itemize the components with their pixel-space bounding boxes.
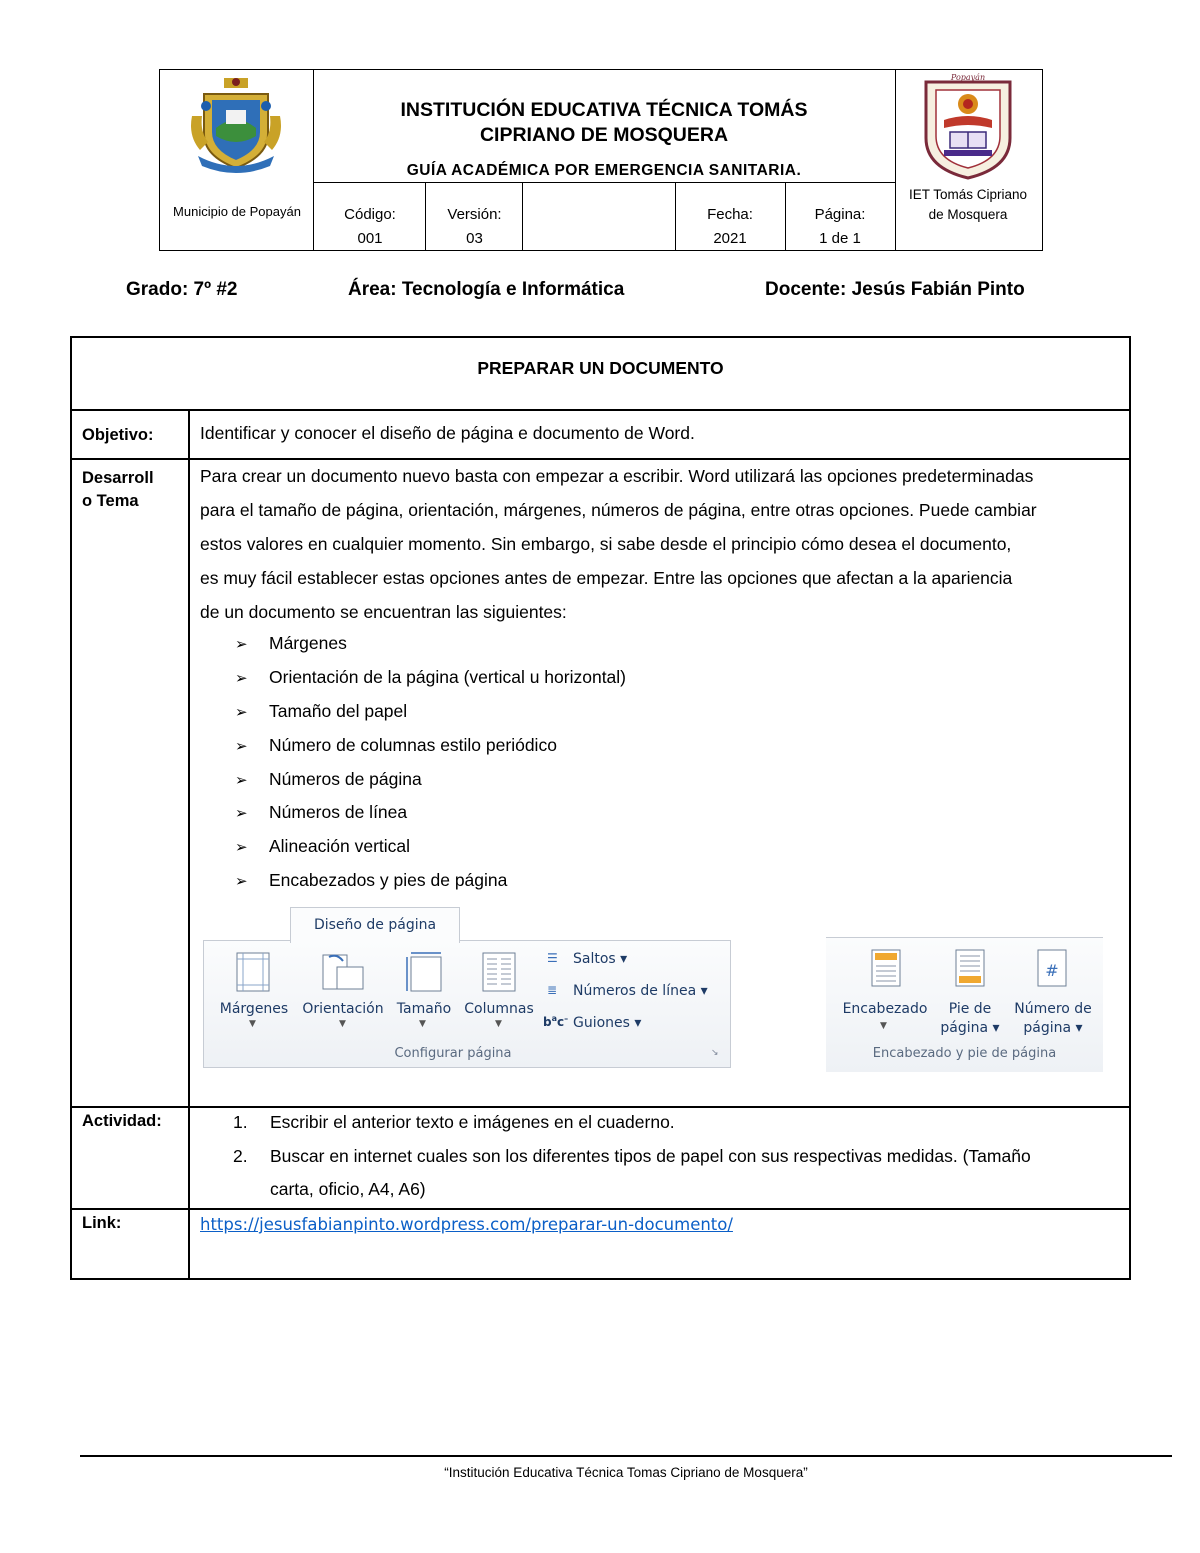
breaks-icon: ☰ [547,951,558,965]
margins-button-label[interactable]: Márgenes [219,1001,289,1017]
footer-icon[interactable] [954,948,986,988]
paragraph-line: es muy fácil establecer estas opciones antes de empezar. Entre las opciones que afectan a la apariencia [200,568,1013,588]
arrow-bullet-icon: ➢ [235,670,248,687]
objetivo-text: Identificar y conocer el diseño de página e documento de Word. [200,423,695,443]
table-column-divider [188,409,190,1280]
breaks-button[interactable]: Saltos ▾ [573,951,628,967]
resource-link[interactable]: https://jesusfabianpinto.wordpress.com/preparar-un-documento/ [200,1215,733,1234]
municipio-label: Municipio de Popayán [173,204,301,219]
arrow-bullet-icon: ➢ [235,772,248,789]
paragraph-line: estos valores en cualquier momento. Sin embargo, si sabe desde el principio cómo desea el documento, [200,534,1012,554]
header-icon[interactable] [870,948,902,988]
list-item [235,769,422,790]
list-item [235,633,347,654]
paragraph-line: de un documento se encuentran las siguientes: [200,602,567,622]
arrow-bullet-icon: ➢ [235,636,248,653]
page-number-icon[interactable] [1036,948,1068,988]
desarrollo-paragraph [200,459,1125,629]
pagina-value: 1 de 1 [819,230,861,247]
actividad-number-2: 2. [233,1146,248,1166]
version-label: Versión: [447,206,502,223]
columns-dropdown-icon[interactable]: ▼ [495,1019,502,1029]
arrow-bullet-icon: ➢ [235,805,248,822]
footer-button-label-2[interactable]: página ▾ [940,1020,1000,1036]
list-item-text: Tamaño del papel [269,701,408,721]
desarrollo-label-2: o Tema [82,492,139,510]
list-item [235,836,410,857]
list-item-text: Alineación vertical [269,836,411,856]
line-numbers-button[interactable]: Números de línea ▾ [573,983,708,999]
table-row-divider [70,1106,1131,1108]
hyphenation-icon: $b^ac^-$ [543,1014,569,1029]
objetivo-label: Objetivo: [82,426,154,444]
size-button-label[interactable]: Tamaño [396,1001,452,1017]
margins-icon[interactable] [235,951,271,993]
list-item-text: Márgenes [269,633,347,653]
list-item [235,735,557,756]
version-value: 03 [466,230,483,247]
codigo-label: Código: [344,206,396,223]
section-title: PREPARAR UN DOCUMENTO [477,358,724,378]
ribbon-page-layout [203,907,731,1069]
columns-icon[interactable] [481,951,517,993]
actividad-item-2-continued: carta, oficio, A4, A6) [270,1179,426,1199]
fecha-value: 2021 [713,230,747,247]
iet-label: IET Tomás Cipriano de Mosquera [908,187,1028,222]
svg-text:#: # [1045,961,1059,980]
line-numbers-icon: ≣ [547,983,558,997]
header-divider [313,70,314,250]
list-item-text: Encabezados y pies de página [269,870,508,890]
list-item-text: Números de línea [269,802,408,822]
hyphenation-button[interactable]: Guiones ▾ [573,1015,642,1031]
orientation-button-label[interactable]: Orientación [302,1001,384,1017]
table-row-divider [70,1208,1131,1210]
size-dropdown-icon[interactable]: ▼ [419,1019,426,1029]
institution-title-line1: INSTITUCIÓN EDUCATIVA TÉCNICA TOMÁS [400,99,808,121]
iet-seal-logo [918,72,1018,182]
seal-logo-text: Popayán [950,73,986,82]
dialog-launcher-icon[interactable]: ↘ [711,1048,719,1058]
page-number-button-label-2[interactable]: página ▾ [1023,1020,1083,1036]
header-footer-group-label: Encabezado y pie de página [872,1046,1057,1061]
tab-page-layout-label: Diseño de página [313,917,437,933]
arrow-bullet-icon: ➢ [235,873,248,890]
codigo-value: 001 [357,230,383,247]
header-divider [313,182,895,183]
list-item [235,667,626,688]
tab-page-layout[interactable] [290,907,460,943]
size-icon[interactable] [405,951,445,993]
margins-dropdown-icon[interactable]: ▼ [249,1019,256,1029]
list-item-text: Orientación de la página (vertical u horizontal) [269,667,626,687]
footer-rule [80,1455,1172,1457]
footer-text: “Institución Educativa Técnica Tomas Cipriano de Mosquera” [444,1465,808,1480]
actividad-item-1: Escribir el anterior texto e imágenes en el cuaderno. [270,1112,675,1132]
pagina-label: Página: [814,206,866,223]
header-button-label[interactable]: Encabezado [842,1001,928,1017]
paragraph-line: para el tamaño de página, orientación, márgenes, números de página, entre otras opciones. Puede cambiar [200,500,1037,520]
orientation-icon[interactable] [321,951,365,993]
columns-button-label[interactable]: Columnas [464,1001,534,1017]
docente-text: Docente: Jesús Fabián Pinto [765,279,1025,300]
arrow-bullet-icon: ➢ [235,839,248,856]
area-text: Área: Tecnología e Informática [348,279,625,300]
list-item [235,701,407,722]
ribbon-header-footer [826,937,1103,1072]
header-dropdown-icon[interactable]: ▼ [880,1021,887,1031]
page-setup-group-label: Configurar página [394,1046,512,1061]
guide-subtitle: GUÍA ACADÉMICA POR EMERGENCIA SANITARIA. [406,162,802,179]
orientation-dropdown-icon[interactable]: ▼ [339,1019,346,1029]
list-item [235,802,407,823]
header-divider [895,70,896,250]
actividad-number-1: 1. [233,1112,248,1132]
list-item-text: Número de columnas estilo periódico [269,735,557,755]
actividad-label: Actividad: [82,1112,162,1130]
table-row-divider [70,409,1131,411]
fecha-label: Fecha: [707,206,753,223]
grado-text: Grado: 7º #2 [126,279,238,300]
desarrollo-label-1: Desarroll [82,469,154,487]
footer-button-label-1[interactable]: Pie de [948,1001,992,1017]
arrow-bullet-icon: ➢ [235,704,248,721]
link-label: Link: [82,1214,122,1232]
institution-title-line2: CIPRIANO DE MOSQUERA [479,124,729,146]
paragraph-line: Para crear un documento nuevo basta con empezar a escribir. Word utilizará las opciones predeterminadas [200,466,1034,486]
list-item-text: Números de página [269,769,422,789]
list-item [235,870,507,891]
actividad-item-2: Buscar en internet cuales son los diferentes tipos de papel con sus respectivas medidas. (Tamaño [270,1146,1031,1166]
arrow-bullet-icon: ➢ [235,738,248,755]
page-number-button-label-1[interactable]: Número de [1014,1001,1092,1017]
municipio-shield-logo [186,76,286,176]
